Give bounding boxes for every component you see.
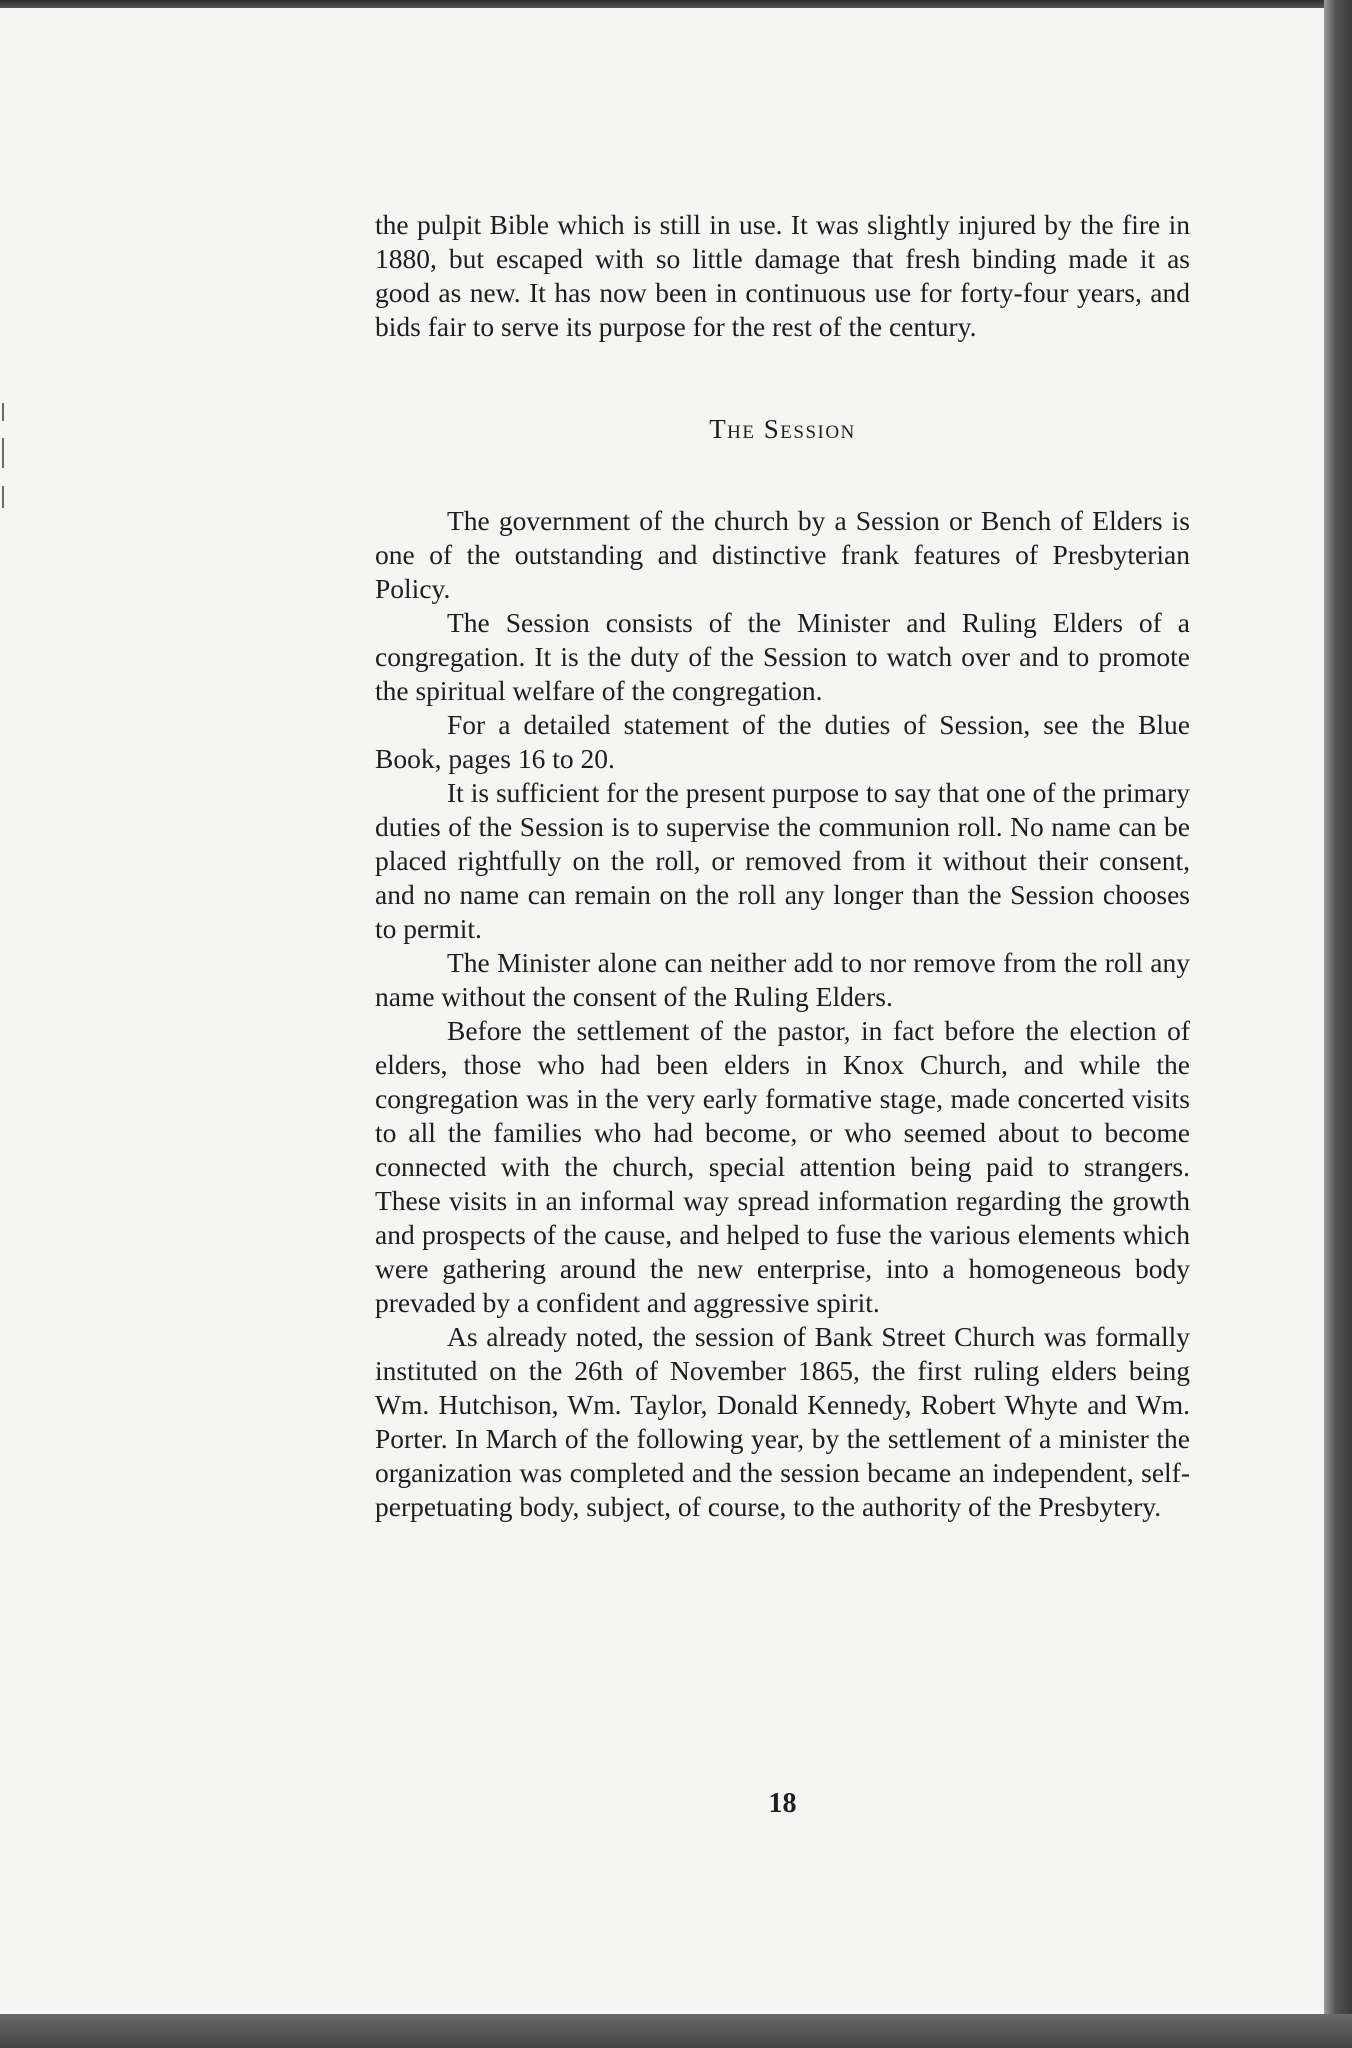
section-heading: The Session [709, 414, 856, 444]
scan-edge-top [0, 0, 1352, 8]
opening-paragraph: the pulpit Bible which is still in use. It was slightly injured by the fire in 1880, but escaped with so little damage that fresh binding made it as good as new. It has now been in continuous use for forty-four years, and bids fair to serve its purpose for the rest of the century. [375, 209, 1190, 342]
paragraph: As already noted, the session of Bank Street Church was formally instituted on the 26th of November 1865, the first ruling elders being Wm. Hutchison, Wm. Taylor, Donald Kennedy, Robert Whyte and Wm. Porter. In March of the following year, by the settlement of a minister the organization was completed and the session became an independent, self-perpetuating body, subject, of course, to the authority of the Presbytery. [375, 1321, 1190, 1522]
paragraph: The Minister alone can neither add to nor remove from the roll any name without the consent of the Ruling Elders. [375, 947, 1190, 1012]
paragraph: For a detailed statement of the duties of Session, see the Blue Book, pages 16 to 20. [375, 709, 1190, 774]
body-text [375, 208, 1190, 1524]
paragraph: The Session consists of the Minister and Ruling Elders of a congregation. It is the duty of the Session to watch over and to promote the spiritual welfare of the congregation. [375, 607, 1190, 706]
paragraph: Before the settlement of the pastor, in fact before the election of elders, those who had been elders in Knox Church, and while the congregation was in the very early formative stage, made concerted visits to all the families who had become, or who seemed about to become connected with the church, special attention being paid to strangers. These visits in an informal way spread information regarding the growth and prospects of the cause, and helped to fuse the various elements which were gathering around the new enterprise, into a homogeneous body prevaded by a confident and aggressive spirit. [375, 1015, 1190, 1318]
book-page [0, 8, 1326, 2016]
binding-marks [0, 8, 8, 2016]
page-number: 18 [768, 1788, 797, 1819]
scan-edge-right [1324, 0, 1352, 2048]
paragraph: The government of the church by a Session or Bench of Elders is one of the outstanding and distinctive frank features of Presbyterian Policy. [375, 505, 1190, 604]
paragraph: It is sufficient for the present purpose to say that one of the primary duties of the Session is to supervise the communion roll. No name can be placed rightfully on the roll, or removed from it without their consent, and no name can remain on the roll any longer than the Session chooses to permit. [375, 777, 1190, 944]
scan-edge-bottom [0, 2014, 1352, 2048]
